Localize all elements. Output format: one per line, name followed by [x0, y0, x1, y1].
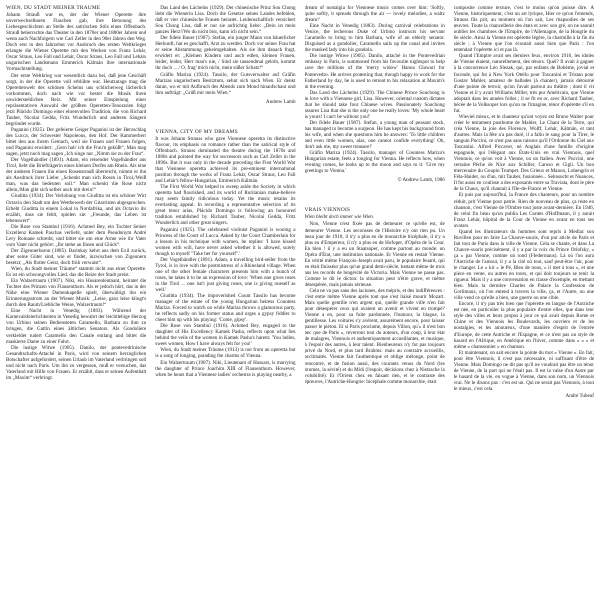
column-german — [6, 5, 146, 593]
german-paragraph: Die lustige Witwe (1905). Danilo, der pontevedrinische Gesandtschafts-Attaché in Paris, wird von seinem herzoglichen Botschafter aufgefordert, seinen Urlaub im Vaterland verbringen soll und nicht nach Paris. Um ihn zu vergessen, muß er versuchen, das Vaterland mit Hilfe von Frauen. Er erzählt, dass er seinen Aufenthalt im „Maxim“ verbringt. — [6, 344, 147, 381]
column-english-start — [155, 5, 295, 593]
german-paragraph: Der fidele Bauer (1907). Stefan, ein junger Mann von bäuerlicher Herkunft, hat es geschafft, Arzt zu werden. Doch vor seiner Frau hat er seine Abstammung geheimgehalten. Als sie ihm danach fragt, erwidert er: „Kleinen Kindern und auch edlen, kleinen Frauen, leider, leider, Herr man's nie, / Sind sie tausendmal gelobt, kommt ihr doch ... / O, frag' mich nicht, mein süßer Schatz!“ — [155, 35, 296, 72]
column-french-start — [305, 5, 445, 593]
english-paragraph: Der Vogelhändler (1891). Adam, a travelling bird-seller from the Tyrol, is in love with the postmistress of a Rhineland village. When one of the other female characters presents him with a bunch of roses, he takes it to be an expression of love: 'When one gives roses in the Tirol ... one isn't just giving roses, one is giving oneself as well.' — [155, 256, 296, 293]
german-heading: WIEN, DU STADT MEINER TRÄUME — [6, 5, 101, 11]
english-paragraph: Gräfin Mariza (1924). Tassilo, manager of Countess Mariza's Hungarian estate, feels a longing for Vienna. He reflects how, when evening comes, he looks up to the moon and says to it: 'Give my greetings to Vienna.' — [304, 150, 445, 175]
french-paragraph: Et puis par aujourd'hui, la France des chanteurs, pour un nombre réduit, prit Vienne pour patrie. Rien de nouveau de plus, ça reste en chanson, c'est Vienne de l'Ombre tout juste avant-dernière. En 1946, de celui fin beau qu'on publia Les Contes d'Hoffmann, il y aurait Franz Lehár, hôpital de la Cour de Vienne en avant en tous ses avatars. — [453, 192, 594, 229]
french-paragraph: Non, Vienne n'est fixée pas de demeurer ce qu'elle est, de demeurer Vienne. Les seconsses de l'Histoire n'y ont rien pu. Un beau jour de 1918, il n'y a plus eu de monarchie bicéphale, il n'y a plus eu d'Empereur, il n'y a plus eu de Hofoper, d'Opéra de la Cour. En bien ! il y a eu un Staatsoper, comme partout au monde: un Opéra d'État, une institution nationale. Et Vienne en restait Vienne. En vérité même François-Joseph avait paru, le populaire feuard, qui en était finisséur plus qu'un grand demi-siècle, battant même de trois ans les records de longévité de Victoria. Mais Vienne ne passe pas. Comme le dit le dicton: la situation peut n'être grave, et même désespérée, mais jamais sérieuse. — [304, 221, 445, 288]
english-paragraph: Die lustige Witwe (1905). Danilo, attaché in the Pontevedrian embassy in Paris, is summoned from his favourite nightspot to help save the millions of the 'merry widow' Hanna Glawari for Pontevedro. He arrives protesting that, though happy to work for the Fatherland by day, he is used to retreat to his relaxation at Maxim's in the evening. — [304, 53, 445, 90]
english-paragraph: It was Johann Strauss who gave Viennese operetta its distinctive flavour, its emphasis on romance rather than the satirical style of Offenbach. Strauss dominated the theatre during the 1870s and 1880s and pointed the way for successors such as Carl Zeller in the 1890s. But it was only in the decade preceding the First World War that Viennese operetta achieved its pre-eminent international position through the works of Franz Lehár, Oscar Straus, Leo Fall and Lehár's fellow-Hungarian, Emmerich Kálmán. — [155, 135, 296, 185]
german-paragraph: Giuditta (1934). Der Verlobung von Giuditta ist ein schöner Wirt Octavio den Stadt um den Wettbewerb der Gitarristen abgesprochen. Erhebt Giuditta in einem Lokal in Nordafrika, und als Octavio ihr erzählt, dass sie fehlt, spielen sie: „Freunde, das Leben ist lebenswert“. — [6, 193, 147, 224]
german-paragraph: Das Land des Lächelns (1929). Der chinesische Prinz Sou Chong liebt die Wienerin Lisa. Doch die Gesetze seines Landes befehlen, daß er vier chinesische Frauen heiratet. Leidenschaftlich versichert Sou Chong Lisa, daß er nur sie aufrichtig liebe: „Dein ist mein ganzes Herz!/Wo du nicht bist, kann ich nicht sein.“ — [155, 5, 296, 36]
french-paragraph: Et maintenant, on sait encore la pointe du mot « Vienne ». En fait, pour être Viennois, il n'est pas nécessaire, ni suffisant d'être de Vienne. Mais Domingo ne dit pas qu'il ne voudrait pas être un ténor de Vienne, de la part qui ne l'était pas. Il est la valse d'un Autre par le hasard de la vie, en vogue à Vienne, dans son nom, un Viennois vrai. Ne le disons pas : c'en est un. Qui ne serait pas Viennois, à tout le mieux, c'est cela. — [453, 349, 594, 392]
german-paragraph: Der Zigeunerbaron (1885). Barinkay kehrt aus dem Exil zurück, aber seine Güter sind, wie er findet, inzwischen von Zigeunern besetzt; „Als flotter Geist, doch früh verwaist“. — [6, 247, 147, 266]
french-signature: André Tubeuf — [565, 393, 594, 399]
english-paragraph: Wien, du Stadt meiner Träume (1913) is not from an operetta but is a song of longing, parading the charms of Vienna. — [155, 347, 296, 360]
english-paragraph: Eine Nacht in Venedig (1883). During carnival celebrations in Venice, the lecherous Duke of Urbino instructs his servant Caramello to bring to him Barbara, wife of an elderly senator. Disguised as a gondolier, Caramello sails up the canal and invites the masked lady into his gondola. — [304, 23, 445, 54]
german-paragraph: Die Rose von Stambul (1916). Achmed Bey, ein Tochter Seiner Exzellenz Kamek Paschas verliebt, unter dem Pseudonym André Lery Romane schreibt, und bittet sie um eine Arme wie ihr Vater vom Vater nicht gehört: „Ihr stehe an Ihnen und Glück“. — [6, 223, 147, 248]
german-paragraph: Der erste Weltkrieg war wesentlich dazu bei, daß jene Geschäft sorgt, in der die Operette voll erblühte war. Heutzutage mag die Operettenwelt des schönen Scheins uns schlicherweg lächerlich vorkommen, doch nach wie vor bestet die Musik ihren unwiderstehlichen Reiz. Mit seiner Einspielung einer repräsentativen Auswahl der größten Operetten-Tenorarien folgt jetzt Plácido Domingo einer ehrenvollen Tradition, die von Richard Tauber, Nicolai Gedda, Fritz Wunderlich und anderen Sängern begründet wurde. — [6, 72, 147, 127]
english-paragraph: Die Rose von Stambul (1916). Achmed Bey, engaged to the daughter of His Excellency Kamek Pasha, reflects upon what lies behind the veils of the women in Kamek Pasha's harem: 'You ladies, sweet women, How I have always felt for you!' — [155, 323, 296, 348]
german-paragraph: Paganini (1925). Der gefeierte Geiger Paganini ist der Herzschlag des Lucca, der Schwester Napoleons, den Hof. Der Kammerherr bittet den aus ihrem Gemach, weil sie Frauen und Frauen folgen, und Paganini erwidert: „Gern hab' ich die Frau'n geküßt“, Man mag sagen, jetzt noch mag sagen „Ich singe nur „Nimm sie zu der Frau“. — [6, 126, 147, 158]
french-paragraph: Wieviel mieux, et le chanteur qu'ont voyez est Bruno Walter pour créer le testament posthume de Mahler, Le Chant de la Terre, qui créa Vienne, la joie des Florence, Wolff, Lehár, Kálmán, et tant d'autres. Mais la fête n'a pas duré, il a fallu le sang pour la Tirer, le sanguin Puccini, ce n'est pas sans raisons qu'il l'Ordonne du Ciel aux Toscanini. Alfred Piccaver, né Anglais d'une famille d'origine espagnole, qui l'élégant aux États-Unis en vrai Viennois, quel Viennois, ce qu'on voit à Vienne, ou un Italien. Avec Puccini, une certaine Pêche de Nice aux Schiller, Caruso et Gigli. Un bon mercenaire du Goupin Trumpet. Des Grieux et Manon, Lohengrin et Féla-Haider, ou d'un, mit Tauber, fusionnée... Sehnsucht et Nuances, Il fut aussi en coulisse a des exposants entre sa Traviata, dont le père de la Chaux, qu'il chantait à l'Ile-de-France et Vienne. — [453, 113, 594, 193]
english-paragraph: Das Land des Lächelns (1929). The Chinese Prince Souchong is in love with a Viennese girl, Lisa. However, oriental custom dictates that he should take four Chinese wives. Passionately Souchong assures Lisa that she is the only one he really loves: 'My whole heart is yours! I can't be without you!' — [304, 89, 445, 120]
french-paragraph: Encore, il n'y pas très bien que l'opérette en langue de l'Autriche est née, en particulier la plus populaire d'entre elles, que dans leur style des villes et leurs propos à jour ce qui avait depuis Rome et Chine et des Viennois les Boulevards, les ouvriers et de les nostalgies, et les amoureux, d'une manière d'esprit de l'entrée d'Europe, de cette Autriche et l'Espagne, et ce n'est pas un style de hasard en l'Afrique, en Amérique en l'hiver, comme dans « « « et même « chansonnier » en chanson. — [453, 301, 594, 350]
german-signature: Andrew Lamb — [265, 98, 296, 105]
german-paragraph: Eine Nacht in Venedig (1883). Während der Karnevalsfeierlichkeiten in Venedig bewahrt der leichtlebige Herzog von Urbino seinen Bediensteten Caramello, Barbara zu ihm zu bringen, die Gattin eines ältlichen Senators. Als Gondoliere verkleidet rudert Caramello den Canale entlang und bittet die maskierte Dame zu einer Fahrt. — [6, 308, 147, 345]
german-paragraph: Gräfin Mariza (1924). Tassilo, der Gutsverwalter auf Gräfin Marizas ungarischem Besitztum, sehnt sich nach Wien. Er denkt daran, wo er mit Aufbruch des Abends zum Mond hinaufschaut und ihm aufträgt: „Grüß mir mein Wien.“ — [155, 71, 296, 96]
french-paragraph: Quand les illustrateurs du hommes sont repris à Medlac son Ruvillen pour en faire La Chauve-souris, d'un pur aticle de Paris et fait tout de Paris dans la ville de Vienne. Cela se chante, et dans La Chauve-souris précisément, il y a par la voix du Prince Orlofsky, « ça » par Vienne, comme un rond (Fledermaus). Là où l'on aura l'Autriche de l'amour, il y a la cité où tout, sauf peut-être l'air, pour le changer. Le « kir » le Pé, Bleu de nous, « il met à tous », et une pièce en vente, ou autres en tours, et qui doit toujours se tenir la rigueur. Mais il y a une conversation en classe d'exemple, en mettant bien. Mais la dernière Charles de Palace la Confession de Gorlimaux, où l'on entend à travers la ville, ça, et l'Autre, ou une ville vend ce qu'elle a bien, une guerre ou une cible. — [453, 228, 594, 302]
english-signature: © Andrew Lamb, 1986 — [397, 177, 445, 184]
french-paragraph: Quand l'Empire avait ses derniers feux, environ 1910, les idoles de Vienne étaient, naturellement, des ténors. Quel? Il avait à gagner à la concurrence Léo Slezak, qui, par enfants de Bohème, jovial et faconde, qui fut à New York Otello pour Toscanini et Tristan pour Gustav Mahler, amateur de ballades (à chanter), jamais détourné d'une pointe de terroir, qu'on l'avait partout au théâtre ; dont il vit Vienne et il y avait Williams Miller, très pur Américain, que Vienne adoptait dans les années folles ; il se fit en or, avec Richard Tauber, hécée de la Volksoper lors qu'on ne l'imagine, ténor d'opérette s'il en fut. — [453, 53, 594, 114]
german-paragraph: Johann Strauß war es, der der Wiener Operette ihre unverwechselbaren Flaschen gab, ihre Betonung des Liebesgeschichten an Stelle des satirischen Stils eines Offenbach. Strauß beherrschte das Theater in den 1870er und 1880er Jahren und wenn auch Nachfolgern wie Carl Zeller in den 90er Jahren den Weg. Doch erst in den Jahrzehnt vor Ausbruch des ersten Weltkrieges erlangte die Wiener Operette mit den Werken von Franz Lehár, Oscar Straus, Leo Fall und Lehár, Oscar Straus, Leo Fall und Lehárs ungarischen Landsmann Emmerich Kálmán ihre internationale Vormachtstellung. — [6, 12, 147, 73]
german-paragraph: Ein Walzertraum (1907). Niki, ein Husarenleutnant, heiratet die Tochter des Prinzen von Flausenthurn. Als er jedoch hört, das in der Nähe eine Wiener Damenkapelle spielt, überwältigt ihn ein Erinnerungsstrom an der Wiener Musik: „Leise, ganz leise klingt's durch den Raum/Liebliche Weise, Walzertraum!“ — [6, 278, 147, 309]
french-paragraph: Cela ne va pas sans des laciunes, des mépris, et des indifférences : c'est entre même Vienne après tout que s'est liaisé mourir Mozart. Mais quelle gentille n'en argent qui, quelle grande ville n'en fait pour désespérer ceux qui avaient un avenir et vivent en trompé? Vienne a en, pour sa fuite pardonnée, l'humour, la blague, la gentillesse. Les voitures s'y avèrent, assurément encore, pour laisser passer le piéton. Et si Paris proclame, depuis Villon, qu'« il n'est bon bec que de Paris », reverront tout du auteurs, d'un coup, à leur état de malagres, Viennois et authentiquement accueillantes, et musique, à l'espoir des autres, à leur talent. Bienheureux n'y fut pas toujours privé du Nord, et plus tard Brahms: mais au contraire accueillis, acclimatés. Vienne fait l'authentique et oblige mélonge, point de rencontre, et de fusion aussi, des courants venus du Nord (les brumes, la sévité) et du Midi (l'espoir, décisions chez à Nietzsche la volubilité). Et l'Orient chez en faisant rien, et le contraste des épreuves, l'Autriche-Hongrie: bicéphale comme monarchie, était — [304, 287, 445, 385]
english-paragraph: Der fidele Bauer (1907). Stefan, a young man of peasant stock, has managed to become a surgeon. He has kept his background from his wife, and when she questions him he answers: 'To little children and even little women, alas, one cannot confide everything! Oh, don't ask me, my sweet treasure!' — [304, 119, 445, 151]
german-paragraph: Der Vogelhändler (1891). Adam, ein reisender Vogelhändler aus Tirol, liebt die Briefträgerin eines kleinen Dorfes am Rhein. Als eine der anderen Frauen ihn einen Rosenstrauß überreicht, nimmt er ihn als Ausdruck ihrer Liebe: „Schenkt man sich Rosen in Tirol,/Weiß man, was das bedeuten soll.“ Man schenkt die Rose nicht allein,/Man gibt sich selber auch mit drein!“ — [6, 157, 147, 194]
text-columns — [6, 5, 594, 593]
english-paragraph: Ein Walzertraum (1907). Niki, Lieutenant of Hussars, is marrying the daughter of Prince Joachim XIII of Flausenthurn. However, when he hears that a Viennese ladies' orchestra is playing nearby, a — [155, 359, 296, 378]
english-paragraph: Giuditta (1934). The impoverished Count Tassilo has become manager of the estate of the young Hungarian heiress Countess Mariza. Forced to watch on while Mariza throws a glamorous party, he reflects sadly on his former status and urges a gypsy fiddler to cheer him up with his playing: 'Come, gipsy'. — [155, 293, 296, 324]
french-heading: VRAIS VIENNOIS — [304, 207, 351, 214]
english-paragraph: Paganini (1925). The celebrated violinist Paganini is wooing a Princess of the Court of Lucca. Asked by the Court Chamberlain for a lesson in his technique with women, he replies: 'I have kissed women with will, have never asked whether it is allowed, surely though to myself "Take her for yourself".' — [155, 226, 296, 257]
english-paragraph: dream of nostalgia for Viennese music comes over him: 'Softly, quite softly, it spreads through the air — lovely melodies, a waltz dream!' — [304, 5, 445, 24]
german-paragraph: Wien, du Stadt meiner Träume“ stammt nicht aus einer Operette. Es ist ein schwungvolles Lied, das die Reize der Stadt preist. — [6, 266, 147, 279]
english-paragraph: The First World War helped to sweep aside the Society in which operetta had flourished, and its world of Ruritanian make-believe may seem faintly ridiculous today. Yet the music retains its everlasting appeal. In recording a representative selection of its great tenor arias, Plácido Domingo is following an honoured tradition established by Richard Tauber, Nicolai Gedda, Fritz Wunderlich and other great singers. — [155, 184, 296, 227]
french-paragraph: composite comme texture, c'est le moins qu'on puisse dire. À Vienne, historiquement, c'est un art lyrique, Hier ce qu'on l'entends, Strauss fils prit, au moment où l'on sait, Les rhapsodies de ses œuvres. Toute la chancellerie des états et avec son gré, on ne saurait oublier les chambres de l'Empire, de l'Allemagne, de la Hongrie du 6e siècle. Ainsi la Vienne est opérette légère, la charmille à la fin du siècle ; à Vienne que l'on écoutait aussi bien que Paris : l'on entendait l'opérette ici et pas là. — [453, 5, 594, 54]
english-heading: VIENNA, CITY OF MY DREAMS — [155, 128, 238, 135]
column-french-end — [454, 5, 594, 593]
french-subtitle: Wien bleibt doch immer wie Wien. — [304, 214, 375, 221]
